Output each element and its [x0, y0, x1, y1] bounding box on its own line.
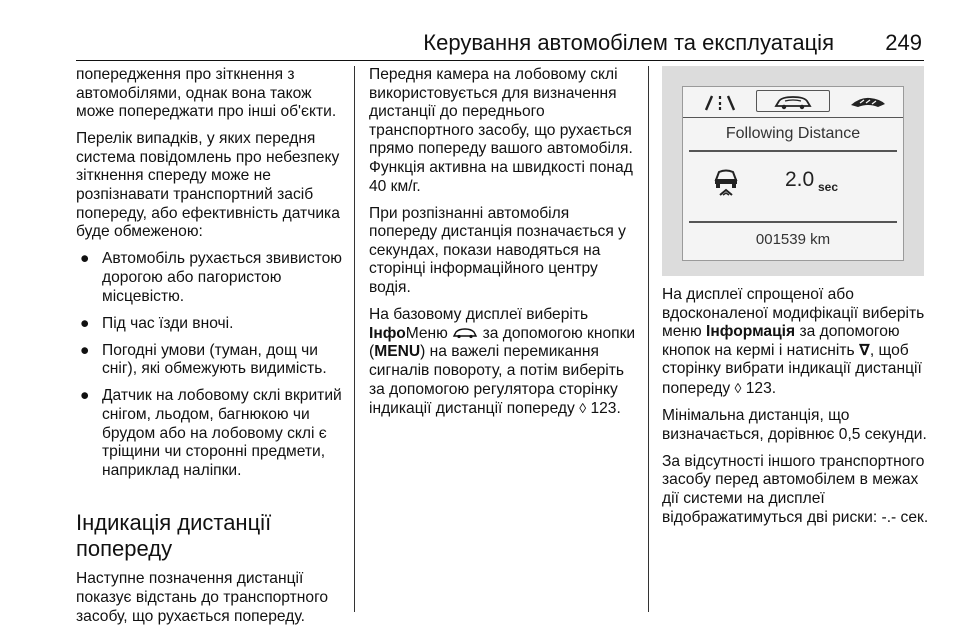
list-item [76, 387, 346, 480]
bullet-icon: ● [80, 387, 90, 405]
list-item-text: Датчик на лобовому склі вкритий снігом, льодом, багнюкою чи брудом або на лобовому склі є тріщини чи сторонні предмети, наприклад наліпки. [102, 387, 342, 479]
info-menu-name: Інфо [369, 324, 406, 342]
odometer: 001539 km [755, 231, 831, 248]
display-tab-bar [683, 87, 903, 118]
car-icon [773, 93, 813, 111]
page-header [76, 30, 924, 61]
paragraph: попередження про зіткнення з автомобілями, однак вона також може попереджати про інші об'єкти. [76, 66, 337, 121]
road-lanes-icon [703, 95, 737, 111]
column-divider-2 [648, 66, 649, 612]
down-triangle-icon: ∇ [858, 341, 870, 359]
list-item-text: Під час їзди вночі. [102, 314, 234, 332]
paragraph: Наступне позначення дистанції показує відстань до транспортного засобу, що рухається попереду. [76, 570, 329, 625]
page-ref: 123. [590, 400, 621, 418]
page-ref-icon: ◊ [579, 400, 587, 417]
menu-button-name: MENU [374, 343, 421, 361]
column-divider-1 [354, 66, 355, 612]
info-menu-name: Інформація [706, 323, 796, 341]
distance-value: 2.0 [785, 168, 815, 191]
tire-pressure-icon [848, 94, 888, 110]
display-divider [689, 221, 897, 223]
bullet-icon: ● [80, 314, 90, 332]
list-item [76, 315, 346, 334]
list-item-text: Погодні умови (туман, дощ чи сніг), які обмежують видимість. [102, 341, 327, 378]
display-divider [689, 150, 897, 152]
display-screen [682, 86, 904, 261]
column-left [76, 66, 346, 635]
paragraph: Передня камера на лобовому склі використовується для визначення дистанції до переднього транспортного засобу, що рухається прямо попереду вашого автомобіля. Функція активна на швидкості понад 40 км/г. [369, 66, 633, 195]
list-item-text: Автомобіль рухається звивистою дорогою або пагористою місцевістю. [102, 250, 342, 305]
paragraph: Мінімальна дистанція, що визначається, дорівнює 0,5 секунди. [662, 407, 927, 443]
paragraph: На базовому дисплеї виберіть ІнфоМеню за допомогою кнопки (MENU) на важелі перемикання сигналів повороту, а потім виберіть за допомогою регулятора сторінку індикації дистанції попереду ◊ 123. [369, 306, 636, 418]
column-right [662, 66, 930, 536]
bullet-list [76, 250, 346, 480]
page-number: 249 [885, 30, 922, 55]
bullet-icon: ● [80, 250, 90, 268]
dashboard-display-image [662, 66, 924, 276]
column-middle [369, 66, 637, 427]
page-ref-icon: ◊ [734, 379, 742, 396]
display-heading: Following Distance [725, 125, 861, 142]
page-ref: 123. [745, 379, 777, 397]
vehicle-info-icon [452, 327, 478, 339]
paragraph: При розпізнанні автомобіля попереду дистанція позначається у секундах, покази наводяться на сторінці інформаційного центру водія. [369, 204, 626, 297]
paragraph: На дисплеї спрощеної або вдосконаленої модифікації виберіть меню Інформація за допомогою кнопок на кермі і натисніть ∇, щоб сторінку вибрати індикації дистанції попереду ◊ 123. [662, 286, 925, 397]
paragraph: За відсутності іншого транспортного засобу перед автомобілем в межах дії системи на дисплеї відображатимуться дві риски: -.- сек. [662, 452, 929, 526]
following-distance-icon [711, 167, 741, 197]
distance-unit: sec [818, 180, 839, 194]
bullet-icon: ● [80, 341, 90, 359]
paragraph: Перелік випадків, у яких передня система повідомлень про небезпеку зіткнення спереду може не розпізнавати транспортний засіб попереду, або ефективність датчика буде обмеженою: [76, 130, 340, 241]
list-item [76, 250, 346, 306]
section-heading: Індикація дистанції попереду [76, 510, 272, 562]
list-item [76, 342, 346, 379]
page-title: Керування автомобілем та експлуатація [423, 30, 834, 55]
